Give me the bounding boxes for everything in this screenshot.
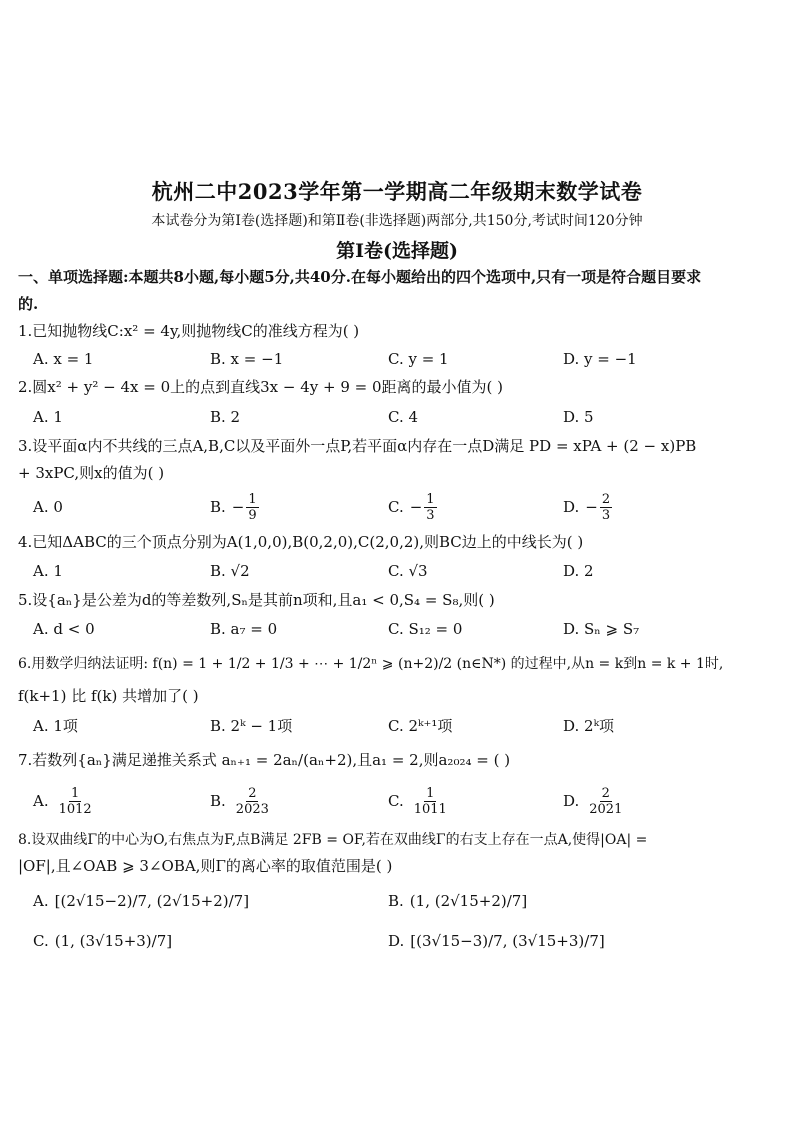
section-heading-line1: 一、单项选择题:本题共8小题,每小题5分,共40分.在每小题给出的四个选项中,只有一项是符合题目要求	[18, 268, 702, 286]
q3-option-b-fraction: $\frac{1}{9}$	[248, 491, 257, 523]
question-1-text: 1.已知抛物线C:x² = 4y,则抛物线C的准线方程为( )	[18, 322, 360, 340]
q8-option-d-value: [(3√15−3)/7, (3√15+3)/7]	[410, 932, 605, 950]
q5-option-c: C. S₁₂ = 0	[388, 620, 463, 638]
question-3-options	[33, 492, 773, 522]
q4-option-b: B. √2	[210, 562, 250, 580]
question-2-options	[33, 402, 773, 432]
q7-option-a-label: A.	[33, 792, 49, 810]
volume-title: 第Ⅰ卷(选择题)	[336, 240, 458, 262]
q3-option-c-label: C.	[388, 498, 404, 516]
q5-option-d: D. Sₙ ⩾ S₇	[563, 620, 640, 638]
q3-option-c: C. − $\frac{1}{3}$	[388, 491, 435, 523]
question-8-options-row2	[33, 926, 773, 956]
q1-option-c: C. y = 1	[388, 350, 449, 368]
q7-option-a-fraction: $\frac{1}{1012}$	[58, 785, 92, 817]
q8-option-b	[388, 886, 527, 916]
q6-option-d: D. 2ᵏ项	[563, 716, 615, 735]
question-6-text-line1: 6.用数学归纳法证明: f(n) = 1 + 1/2 + 1/3 + ⋯ + 1/2ⁿ ⩾ (n+2)/2 (n∈N*) 的过程中,从n = k到n = k + 1时,	[18, 656, 724, 672]
q6-option-a: A. 1项	[33, 716, 78, 735]
q4-option-c: C. √3	[388, 562, 428, 580]
question-6-options	[33, 710, 773, 740]
q4-option-a: A. 1	[33, 562, 63, 580]
exam-title: 杭州二中2023学年第一学期高二年级期末数学试卷	[151, 179, 643, 204]
question-7-text: 7.若数列{aₙ}满足递推关系式 aₙ₊₁ = 2aₙ/(aₙ+2),且a₁ = 2,则a₂₀₂₄ = ( )	[18, 751, 511, 769]
question-5-text: 5.设{aₙ}是公差为d的等差数列,Sₙ是其前n项和,且a₁ < 0,S₄ = S₈,则( )	[18, 591, 495, 609]
q5-option-a: A. d < 0	[33, 620, 95, 638]
q3-option-a: A. 0	[33, 498, 63, 516]
q7-option-b-label: B.	[210, 792, 226, 810]
question-1-options	[33, 344, 773, 374]
q8-option-c	[33, 926, 172, 956]
q8-option-d-label: D.	[388, 932, 405, 950]
q3-option-b: B. − $\frac{1}{9}$	[210, 491, 257, 523]
q3-option-d-fraction: $\frac{2}{3}$	[601, 491, 611, 523]
q2-option-b: B. 2	[210, 408, 241, 426]
q1-option-d: D. y = −1	[563, 350, 637, 368]
q2-option-d: D. 5	[563, 408, 594, 426]
q7-option-a	[33, 786, 96, 816]
q3-option-d-label: D.	[563, 498, 580, 516]
q2-option-a: A. 1	[33, 408, 63, 426]
q8-option-b-value: (1, (2√15+2)/7]	[409, 892, 528, 910]
q3-option-c-fraction: $\frac{1}{3}$	[426, 491, 435, 523]
q2-option-c: C. 4	[388, 408, 419, 426]
q3-option-d: D. − $\frac{2}{3}$	[563, 491, 611, 523]
exam-subtitle: 本试卷分为第Ⅰ卷(选择题)和第Ⅱ卷(非选择题)两部分,共150分,考试时间120分钟	[151, 213, 643, 229]
q7-option-c-fraction: $\frac{1}{1011}$	[413, 785, 447, 817]
q8-option-c-value: (1, (3√15+3)/7]	[54, 932, 173, 950]
section-heading-line2: 的.	[18, 295, 39, 313]
q1-option-a: A. x = 1	[33, 350, 94, 368]
q3-option-b-label: B.	[210, 498, 226, 516]
question-8-text-line1: 8.设双曲线Γ的中心为O,右焦点为F,点B满足 2FB = OF,若在双曲线Γ的右支上存在一点A,使得|OA| =	[18, 832, 648, 848]
q1-option-b: B. x = −1	[210, 350, 284, 368]
question-3-text-line1: 3.设平面α内不共线的三点A,B,C以及平面外一点P,若平面α内存在一点D满足 PD = xPA + (2 − x)PB	[18, 437, 697, 455]
q5-option-b: B. a₇ = 0	[210, 620, 278, 638]
q8-option-a-value: [(2√15−2)/7, (2√15+2)/7]	[54, 892, 250, 910]
q8-option-a-label: A.	[33, 892, 49, 910]
question-2-text: 2.圆x² + y² − 4x = 0上的点到直线3x − 4y + 9 = 0距离的最小值为( )	[18, 378, 504, 396]
q6-option-b: B. 2ᵏ − 1项	[210, 716, 293, 735]
q7-option-c	[388, 786, 451, 816]
q6-option-c: C. 2ᵏ⁺¹项	[388, 716, 453, 735]
question-8-options-row1	[33, 886, 773, 916]
q8-option-d	[388, 926, 605, 956]
q7-option-c-label: C.	[388, 792, 404, 810]
q7-option-b	[210, 786, 273, 816]
q7-option-d-fraction: $\frac{2}{2021}$	[589, 785, 623, 817]
q8-option-c-label: C.	[33, 932, 49, 950]
q7-option-b-fraction: $\frac{2}{2023}$	[235, 785, 269, 817]
q7-option-d	[563, 786, 626, 816]
question-8-text-line2: |OF|,且∠OAB ⩾ 3∠OBA,则Γ的离心率的取值范围是( )	[18, 857, 393, 875]
question-4-options	[33, 556, 773, 586]
question-4-text: 4.已知ΔABC的三个顶点分别为A(1,0,0),B(0,2,0),C(2,0,2),则BC边上的中线长为( )	[18, 533, 584, 551]
question-3-text-line2: + 3xPC,则x的值为( )	[18, 464, 165, 482]
question-6-text-line2: f(k+1) 比 f(k) 共增加了( )	[18, 687, 199, 705]
q8-option-a	[33, 886, 249, 916]
q8-option-b-label: B.	[388, 892, 404, 910]
question-5-options	[33, 614, 773, 644]
q4-option-d: D. 2	[563, 562, 594, 580]
q7-option-d-label: D.	[563, 792, 580, 810]
question-7-options	[33, 786, 773, 816]
